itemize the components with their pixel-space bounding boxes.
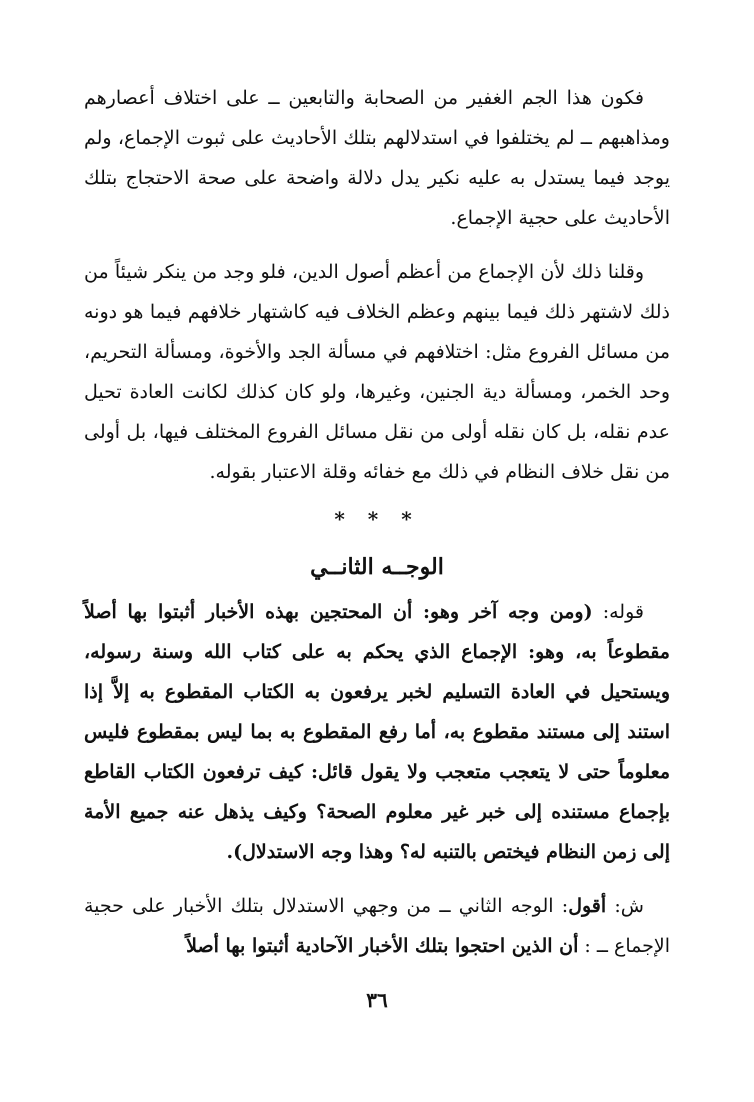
answer-paragraph xyxy=(84,886,670,966)
answer-middle: : الوجه الثاني ــ من وجهي الاستدلال بتلك الأخبار على حجية الإجماع ــ : xyxy=(84,895,670,957)
answer-prefix: ش: xyxy=(606,895,644,917)
quote-lead: قوله: xyxy=(592,601,644,623)
paragraph-2: وقلنا ذلك لأن الإجماع من أعظم أصول الدين، فلو وجد من ينكر شيئاً من ذلك لاشتهر ذلك فيما بينهم وعظم الخلاف فيه كاشتهار خلافهم فيما هو دونه من مسائل الفروع مثل: اختلافهم في مسألة الجد والأخوة، ومسألة التحريم، وحد الخمر، ومسألة دية الجنين، وغيرها، ولو كان كذلك لكانت العادة تحيل عدم نقله، بل كان نقله أولى من نقل مسائل الفروع المختلف فيها، بل أولى من نقل خلاف النظام في ذلك مع خفائه وقلة الاعتبار بقوله. xyxy=(84,261,670,483)
quote-paragraph xyxy=(84,592,670,872)
answer-aqul: أقول xyxy=(568,895,607,917)
paragraph-1: فكون هذا الجم الغفير من الصحابة والتابعين ــ على اختلاف أعصارهم ومذاهبهم ــ لم يختلفوا في استدلالهم بتلك الأحاديث على ثبوت الإجماع، ولم يوجد فيما يستدل به عليه نكير يدل دلالة واضحة على صحة الاحتجاج بتلك الأحاديث على حجية الإجماع. xyxy=(84,87,670,229)
page-number: ٣٦ xyxy=(366,988,388,1012)
quote-text: (ومن وجه آخر وهو: أن المحتجين بهذه الأخبار أثبتوا بها أصلاً مقطوعاً به، وهو: الإجماع الذي يحكم به على كتاب الله وسنة رسوله، ويستحيل في العادة التسليم لخبر يرفعون به الكتاب المقطوع به إلاَّ إذا استند إلى مستند مقطوع به، أما رفع المقطوع به بما ليس بمقطوع فليس معلوماً حتى لا يتعجب متعجب ولا يقول قائل: كيف ترفعون الكتاب القاطع بإجماع مستنده إلى خبر غير معلوم الصحة؟ وكيف يذهل عنه جميع الأمة إلى زمن النظام فيختص بالتنبه له؟ وهذا وجه الاستدلال). xyxy=(84,601,670,863)
page-body xyxy=(84,78,670,966)
answer-bold-tail: أن الذين احتجوا بتلك الأخبار الآحادية أثبتوا بها أصلاً xyxy=(186,935,579,957)
section-separator: * * * xyxy=(334,507,420,531)
section-heading: الوجــه الثانــي xyxy=(310,554,444,580)
